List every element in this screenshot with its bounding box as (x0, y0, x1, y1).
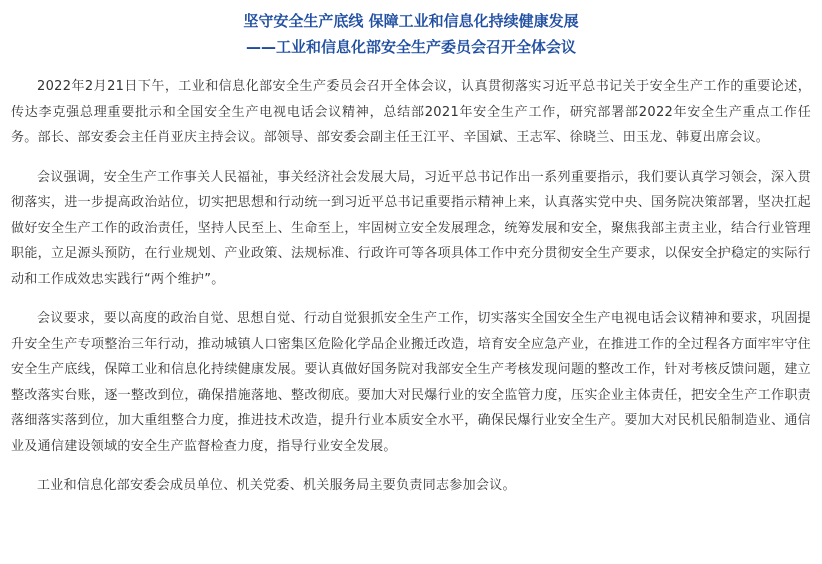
paragraph-emphasis: 会议强调，安全生产工作事关人民福祉，事关经济社会发展大局，习近平总书记作出一系列重要指示，我们要认真学习领会，深入贯彻落实，进一步提高政治站位，切实把思想和行动统一到习近平总书记重要指示精神上来，认真落实党中央、国务院决策部署，坚决扛起做好安全生产工作的政治责任，坚持人民至上、生命至上，牢固树立安全发展理念，统筹发展和安全，聚焦我部主责主业，结合行业管理职能，立足源头预防，在行业规划、产业政策、法规标准、行政许可等各项具体工作中充分贯彻安全生产要求，以保安全护稳定的实际行动和工作成效忠实践行“两个维护”。 (11, 169, 811, 287)
paragraph-attendees: 工业和信息化部安委会成员单位、机关党委、机关服务局主要负责同志参加会议。 (37, 478, 516, 493)
paragraph-intro: 2022年2月21日下午，工业和信息化部安全生产委员会召开全体会议，认真贯彻落实习近平总书记关于安全生产工作的重要论述，传达李克强总理重要批示和全国安全生产电视电话会议精神，总结部2021年安全生产工作，研究部署部2022年安全生产重点工作任务。部长、部安委会主任肖亚庆主持会议。部领导、部安委会副主任王江平、辛国斌、王志军、徐晓兰、田玉龙、韩夏出席会议。 (11, 79, 811, 145)
article-title: 坚守安全生产底线 保障工业和信息化持续健康发展 (243, 12, 579, 30)
paragraph-requirements: 会议要求，要以高度的政治自觉、思想自觉、行动自觉狠抓安全生产工作，切实落实全国安全生产电视电话会议精神和要求，巩固提升安全生产专项整治三年行动，推动城镇人口密集区危险化学品企业搬迁改造，培育安全应急产业，在推进工作的全过程各方面牢牢守住安全生产底线，保障工业和信息化持续健康发展。要认真做好国务院对我部安全生产考核发现问题的整改工作，针对考核反馈问题，建立整改落实台账，逐一整改到位，确保措施落地、整改彻底。要加大对民爆行业的安全监管力度，压实企业主体责任，把安全生产工作职责落细落实落到位，加大重组整合力度，推进技术改造，提升行业本质安全水平，确保民爆行业安全生产。要加大对民机民船制造业、通信业及通信建设领域的安全生产监督检查力度，指导行业安全发展。 (11, 311, 811, 454)
article-subtitle: ——工业和信息化部安全生产委员会召开全体会议 (245, 38, 576, 56)
